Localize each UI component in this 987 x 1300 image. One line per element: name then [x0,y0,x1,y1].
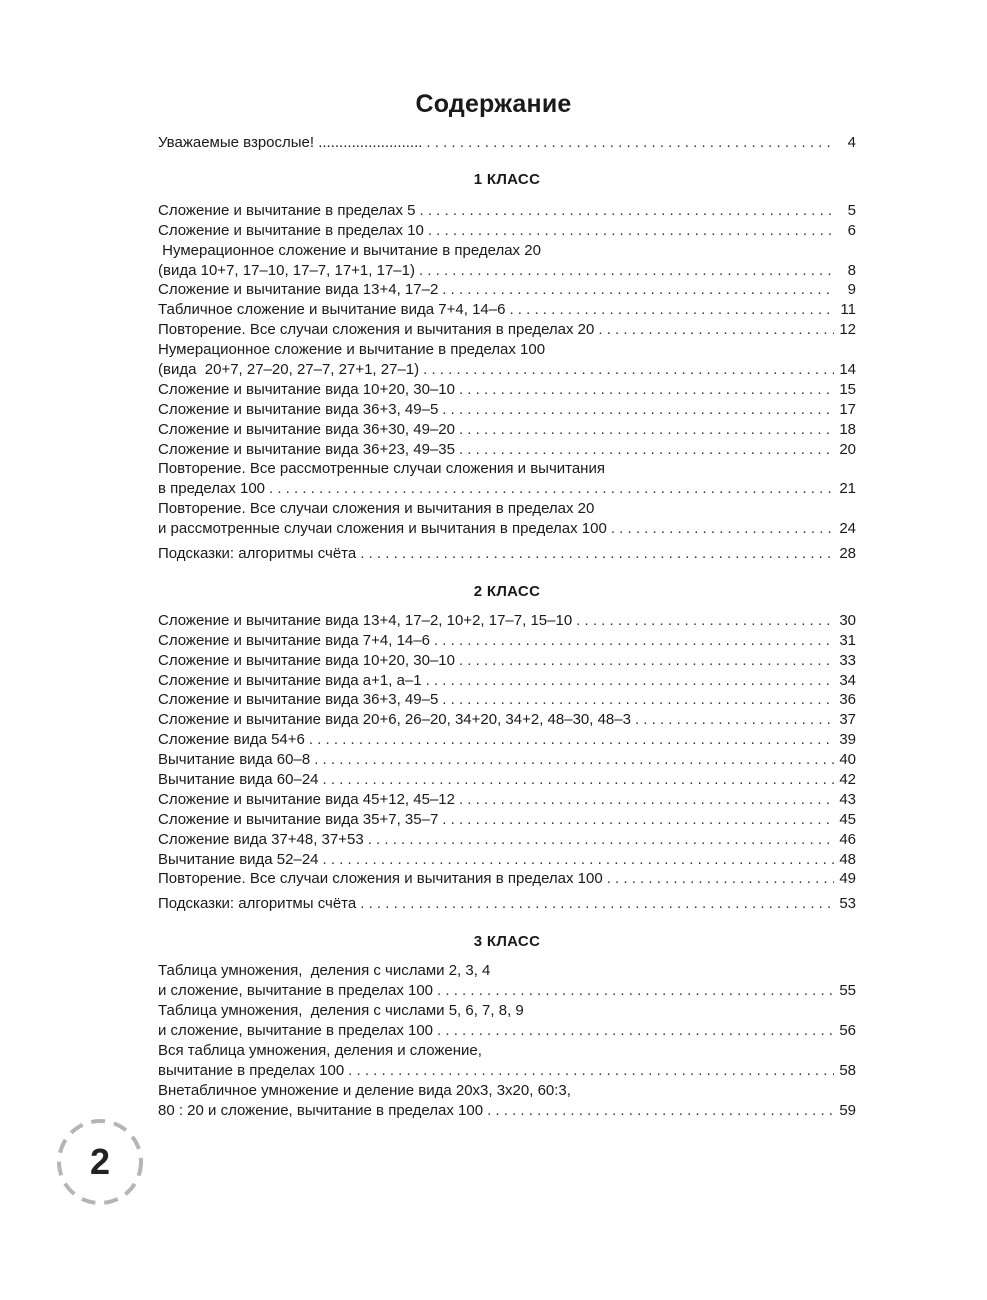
toc-entry-label: Подсказки: алгоритмы счёта [158,895,357,913]
toc-entry-label: Сложение и вычитание вида 7+4, 14–6 [158,631,430,649]
dot-leader [426,671,834,691]
toc-entry-label: Уважаемые взрослые! ......................... [158,133,423,151]
toc-entry-label: Вычитание вида 60–24 [158,771,319,789]
toc-entry-line: Повторение. Все случаи сложения и вычитания в пределах 20 [158,500,595,518]
toc-entry-row [158,750,856,770]
toc-entry-row [158,400,856,420]
toc-entry-line: Нумерационное сложение и вычитание в пределах 100 [158,341,546,359]
dot-leader [576,611,834,631]
toc-entry-page: 46 [839,830,856,848]
toc-entry-label: в пределах 100 [158,480,265,498]
dot-leader [314,750,834,770]
toc-entry-page: 18 [839,420,856,438]
toc-entry [158,380,856,400]
toc-entry-row [158,201,856,221]
toc-entry [158,710,856,730]
toc-entry-label: (вида 20+7, 27–20, 27–7, 27+1, 27–1) [158,361,420,378]
toc-entry-page: 56 [839,1021,856,1039]
toc-entry-page: 5 [847,201,856,219]
toc-entry-line: Нумерационное сложение и вычитание в пределах 20 [158,241,541,259]
toc-entry [158,690,856,710]
toc-entry-line: Внетабличное умножение и деление вида 20х3, 3х20, 60:3, [158,1081,571,1099]
toc-entry-label: Подсказки: алгоритмы счёта [158,545,357,563]
toc-entry-page: 58 [839,1061,856,1079]
toc-entry-page: 53 [839,895,856,913]
toc-entry-page: 33 [839,651,856,669]
toc-entry-label: Сложение и вычитание вида 35+7, 35–7 [158,810,439,828]
toc-entry [158,611,856,631]
dot-leader [360,894,834,914]
toc-entry [158,320,856,340]
toc-entry-row [158,320,856,340]
toc-hints-entry [158,894,856,914]
toc-entry-label: Сложение и вычитание вида 13+4, 17–2 [158,281,439,299]
toc-entry-page: 45 [839,810,856,828]
section-heading: 1 КЛАСС [473,170,541,188]
toc-entry [158,221,856,241]
toc-entry-line: Вся таблица умножения, деления и сложение, [158,1041,482,1059]
toc-entry-row [158,690,856,710]
toc-entry-row [158,360,856,380]
toc-entry-page: 30 [839,611,856,629]
toc-entry-page: 36 [839,691,856,709]
toc-entry [158,671,856,691]
toc-entry [158,201,856,221]
toc-entry-label: (вида 10+7, 17–10, 17–7, 17+1, 17–1) [158,261,415,279]
toc-entry-page: 34 [839,671,856,689]
toc-entry-page: 43 [839,790,856,808]
toc-entry-page: 12 [839,321,856,339]
toc-entry-label: Сложение и вычитание вида 10+20, 30–10 [158,651,455,669]
toc-entry-row [158,830,856,850]
toc-entry-row [158,519,856,539]
toc-entry-row [158,261,856,281]
dot-leader [419,261,834,281]
dot-leader [423,360,834,380]
dot-leader [442,690,834,710]
dot-leader [269,479,834,499]
toc-entry-label: Вычитание вида 52–24 [158,850,319,868]
toc-entry-row [158,380,856,400]
toc-entry-page: 6 [847,221,856,239]
toc-entry-page: 17 [839,400,856,418]
toc-entry-page: 37 [839,711,856,729]
toc-entry [158,1041,856,1081]
toc-entry-label: и рассмотренные случаи сложения и вычитания в пределах 100 [158,520,607,538]
toc-entry-label: и сложение, вычитание в пределах 100 [158,982,434,1000]
toc-entry-label: Сложение и вычитание вида 36+3, 49–5 [158,400,439,418]
toc-entry-row [158,870,856,890]
dot-leader [348,1061,834,1081]
toc-entry-page: 21 [839,480,856,498]
toc-entry-page: 31 [839,631,856,649]
table-of-contents [158,133,856,1120]
section-heading: 2 КЛАСС [473,582,541,600]
toc-entry-row [158,300,856,320]
toc-entry [158,400,856,420]
toc-entry [158,499,856,539]
toc-entry-label: Вычитание вида 60–8 [158,751,311,769]
toc-entry [158,340,856,380]
toc-entry [158,750,856,770]
section-heading: 3 КЛАСС [473,933,541,951]
toc-entry [158,730,856,750]
toc-entry [158,770,856,790]
toc-entry-page: 9 [847,281,856,299]
toc-entry [158,850,856,870]
toc-entry-page: 42 [839,771,856,789]
toc-entry-page: 8 [847,261,856,279]
toc-entry-page: 55 [839,982,856,1000]
dot-leader [309,730,834,750]
toc-entry [158,1001,856,1041]
toc-entry [158,961,856,1001]
dot-leader [442,280,834,300]
toc-entry-label: Сложение и вычитание вида 20+6, 26–20, 34+20, 34+2, 48–30, 48–3 [158,711,631,729]
toc-entry [158,420,856,440]
toc-entry-page: 20 [839,440,856,458]
toc-entry-line: Таблица умножения, деления с числами 5, 6, 7, 8, 9 [158,1002,524,1020]
toc-entry-intro [158,133,856,153]
dot-leader [360,544,834,564]
toc-entry [158,810,856,830]
toc-entry-row [158,730,856,750]
toc-entry-label: Сложение и вычитание вида 36+30, 49–20 [158,420,455,438]
toc-entry-line: Повторение. Все рассмотренные случаи сложения и вычитания [158,460,605,478]
toc-entry-label: Сложение и вычитание в пределах 5 [158,201,416,219]
dot-leader [420,201,835,221]
toc-entry-label: Сложение и вычитание вида 10+20, 30–10 [158,380,455,398]
toc-entry [158,241,856,281]
toc-entry-label: Повторение. Все случаи сложения и вычитания в пределах 100 [158,870,603,888]
page-number-badge [55,1117,145,1207]
dot-leader [434,631,834,651]
toc-entry-row [158,981,856,1001]
toc-entry-row [158,850,856,870]
toc-entry-label: Сложение и вычитание вида 13+4, 17–2, 10+2, 17–7, 15–10 [158,611,573,629]
toc-entry-label: Сложение и вычитание вида а+1, а–1 [158,671,422,689]
dot-leader [611,519,834,539]
toc-entry-label: Сложение и вычитание вида 36+3, 49–5 [158,691,439,709]
dot-leader [598,320,834,340]
toc-entry [158,631,856,651]
toc-entry-page: 11 [840,301,856,319]
dot-leader [459,651,834,671]
dot-leader [442,400,834,420]
toc-entry-label: Сложение и вычитание вида 45+12, 45–12 [158,790,455,808]
dot-leader [323,770,834,790]
dot-leader [509,300,834,320]
toc-entry-page: 48 [839,850,856,868]
toc-entry-label: Табличное сложение и вычитание вида 7+4, 14–6 [158,301,506,319]
page-title: Содержание [415,90,572,118]
toc-entry-label: Сложение и вычитание в пределах 10 [158,221,424,239]
toc-entry [158,280,856,300]
toc-entry-page: 4 [847,133,856,151]
toc-entry-page: 24 [839,520,856,538]
toc-entry-row [158,770,856,790]
toc-entry-page: 15 [839,380,856,398]
toc-entry [158,790,856,810]
toc-entry-label: Сложение и вычитание вида 36+23, 49–35 [158,440,455,458]
dot-leader [442,810,834,830]
toc-hints-entry [158,544,856,564]
dot-leader [459,380,834,400]
dot-leader [437,1021,834,1041]
toc-entry-label: Повторение. Все случаи сложения и вычитания в пределах 20 [158,321,595,339]
toc-entry-row [158,420,856,440]
toc-entry [158,651,856,671]
toc-entry-line: Таблица умножения, деления с числами 2, 3, 4 [158,962,491,980]
toc-entry-label: 80 : 20 и сложение, вычитание в пределах 100 [158,1101,484,1119]
toc-entry [158,300,856,320]
toc-entry-row [158,1101,856,1121]
toc-entry-row [158,1061,856,1081]
toc-entry-row [158,221,856,241]
dot-leader [459,790,834,810]
sections [158,171,856,1121]
dot-leader [607,869,834,889]
toc-entry-row [158,894,856,914]
toc-entry [158,459,856,499]
dot-leader [428,221,834,241]
dot-leader [487,1101,834,1121]
toc-entry [158,440,856,460]
toc-entry-page: 59 [839,1101,856,1119]
toc-entry-page: 14 [839,361,856,378]
toc-entry-page: 39 [839,731,856,749]
toc-entry [158,1081,856,1121]
dot-leader [426,133,834,153]
toc-entry-page: 28 [839,545,856,563]
toc-entry-row [158,611,856,631]
toc-entry-row [158,810,856,830]
toc-entry-label: Сложение вида 37+48, 37+53 [158,830,364,848]
dot-leader [635,710,834,730]
toc-entry-row [158,479,856,499]
toc-entry-row [158,544,856,564]
toc-entry-row [158,651,856,671]
toc-entry-row [158,280,856,300]
dot-leader [323,850,834,870]
toc-entry [158,830,856,850]
toc-entry-page: 40 [839,751,856,769]
toc-entry [158,870,856,890]
dot-leader [459,420,834,440]
toc-entry-row [158,671,856,691]
toc-entry-row [158,1021,856,1041]
dot-leader [368,830,834,850]
toc-entry-label: и сложение, вычитание в пределах 100 [158,1021,434,1039]
dot-leader [459,440,834,460]
toc-entry-label: Сложение вида 54+6 [158,731,305,749]
toc-entry-row [158,710,856,730]
toc-entry-row [158,631,856,651]
toc-entry-row [158,440,856,460]
page-number: 2 [89,1141,111,1182]
toc-entry-page: 49 [839,870,856,888]
toc-entry-label: вычитание в пределах 100 [158,1061,345,1079]
toc-entry-row [158,790,856,810]
dot-leader [437,981,834,1001]
